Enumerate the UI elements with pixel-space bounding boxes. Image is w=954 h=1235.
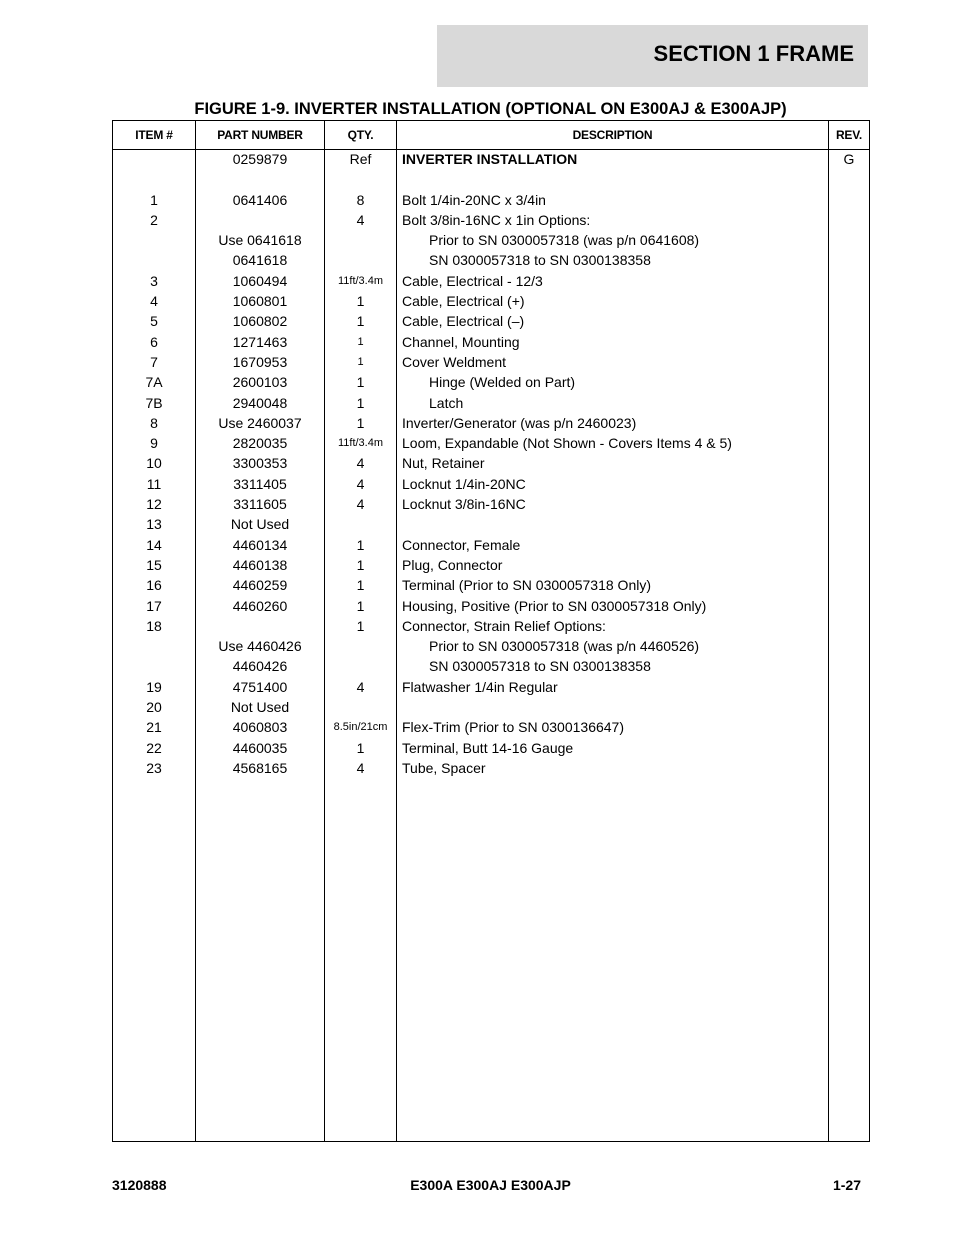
footer-doc-number: 3120888 xyxy=(112,1177,167,1193)
item-cell xyxy=(113,250,195,270)
rev-cell xyxy=(829,474,869,494)
description-cell: Locknut 1/4in-20NC xyxy=(402,475,526,492)
description-cell: Prior to SN 0300057318 (was p/n 4460526) xyxy=(429,638,700,655)
table-row xyxy=(113,149,869,169)
table-row xyxy=(113,494,869,514)
rev-cell xyxy=(829,535,869,555)
rev-cell xyxy=(829,738,869,758)
rev-cell xyxy=(829,372,869,392)
description-cell: SN 0300057318 to SN 0300138358 xyxy=(429,252,651,269)
part-number-cell: 2820035 xyxy=(232,435,288,452)
qty-cell: 1 xyxy=(356,577,365,594)
table-row xyxy=(113,332,869,352)
footer-models: E300A E300AJ E300AJP xyxy=(410,1177,571,1193)
item-cell: 5 xyxy=(150,313,158,330)
qty-cell: 8 xyxy=(356,191,365,208)
part-number-cell: 3300353 xyxy=(232,455,288,472)
section-title: SECTION 1 FRAME xyxy=(653,41,854,66)
table-row xyxy=(113,169,869,189)
part-number-cell: Use 4460426 xyxy=(218,638,302,655)
part-number-cell: 0641618 xyxy=(232,252,288,269)
item-cell: 11 xyxy=(146,475,162,492)
description-cell: Cable, Electrical (–) xyxy=(402,313,525,330)
item-cell: 6 xyxy=(150,333,158,350)
description-cell: Nut, Retainer xyxy=(402,455,485,472)
item-cell: 2 xyxy=(150,211,158,228)
qty-cell: 1 xyxy=(356,556,365,573)
rev-cell: G xyxy=(843,151,855,167)
qty-cell: 1 xyxy=(356,739,365,756)
item-cell: 12 xyxy=(146,496,162,513)
qty-cell xyxy=(325,169,396,189)
part-number-cell: 1670953 xyxy=(232,353,288,370)
part-number-cell: 1060802 xyxy=(232,313,288,330)
table-header-row xyxy=(113,121,869,150)
item-cell: 16 xyxy=(146,577,162,594)
part-number-cell: 4460259 xyxy=(232,577,288,594)
part-number-cell: 2940048 xyxy=(232,394,288,411)
description-cell: Cable, Electrical - 12/3 xyxy=(402,272,543,289)
item-cell: 22 xyxy=(146,739,162,756)
item-cell xyxy=(113,230,195,250)
item-cell xyxy=(113,636,195,656)
parts-table xyxy=(112,120,870,1142)
item-cell: 1 xyxy=(150,191,158,208)
qty-cell: 8.5in/21cm xyxy=(333,721,388,734)
table-row xyxy=(113,636,869,656)
rev-cell xyxy=(829,717,869,737)
part-number-cell: 4460134 xyxy=(232,536,288,553)
table-row xyxy=(113,717,869,737)
part-number-cell: 0641406 xyxy=(232,191,288,208)
qty-cell: 1 xyxy=(356,597,365,614)
item-cell: 10 xyxy=(146,455,162,472)
part-number-cell: 3311405 xyxy=(233,475,287,492)
item-cell: 17 xyxy=(146,597,162,614)
rev-cell xyxy=(829,453,869,473)
footer-page-number: 1-27 xyxy=(832,1177,861,1193)
qty-cell: 4 xyxy=(356,496,365,513)
description-cell: Plug, Connector xyxy=(402,556,503,573)
description-cell: Terminal, Butt 14-16 Gauge xyxy=(402,739,574,756)
description-cell: Inverter/Generator (was p/n 2460023) xyxy=(402,414,637,431)
qty-cell xyxy=(325,514,396,534)
qty-cell: 1 xyxy=(356,617,365,634)
description-cell: INVERTER INSTALLATION xyxy=(402,151,578,167)
part-number-cell: 1060494 xyxy=(232,272,288,289)
qty-cell xyxy=(325,636,396,656)
item-cell xyxy=(113,169,195,189)
rev-cell xyxy=(829,697,869,717)
table-row xyxy=(113,677,869,697)
part-number-cell: Not Used xyxy=(230,699,290,716)
table-row xyxy=(113,575,869,595)
section-header-box xyxy=(437,25,868,87)
part-number-cell xyxy=(196,616,324,636)
description-cell: Connector, Strain Relief Options: xyxy=(402,617,606,634)
table-row xyxy=(113,433,869,453)
table-row xyxy=(113,555,869,575)
qty-cell: 1 xyxy=(356,394,365,411)
description-cell: Bolt 1/4in-20NC x 3/4in xyxy=(402,191,546,208)
rev-cell xyxy=(829,393,869,413)
table-row xyxy=(113,271,869,291)
rev-cell xyxy=(829,271,869,291)
header-part-number: PART NUMBER xyxy=(217,128,303,142)
table-row xyxy=(113,616,869,636)
rev-cell xyxy=(829,210,869,230)
rev-cell xyxy=(829,596,869,616)
table-row xyxy=(113,596,869,616)
part-number-cell: 4460426 xyxy=(232,658,288,675)
table-row xyxy=(113,656,869,676)
description-cell: Terminal (Prior to SN 0300057318 Only) xyxy=(402,577,652,594)
item-cell: 13 xyxy=(146,516,162,533)
qty-cell: 1 xyxy=(356,293,365,310)
part-number-cell: Not Used xyxy=(230,516,290,533)
description-cell: Tube, Spacer xyxy=(402,759,486,776)
header-rev: REV. xyxy=(835,128,863,142)
table-row xyxy=(113,250,869,270)
part-number-cell xyxy=(196,169,324,189)
item-cell xyxy=(113,656,195,676)
table-row xyxy=(113,352,869,372)
table-body xyxy=(113,149,869,778)
table-row xyxy=(113,393,869,413)
qty-cell: 4 xyxy=(356,759,365,776)
description-cell: Cover Weldment xyxy=(402,353,507,370)
item-cell: 18 xyxy=(146,617,162,634)
description-cell: Connector, Female xyxy=(402,536,521,553)
part-number-cell xyxy=(196,210,324,230)
qty-cell xyxy=(325,250,396,270)
part-number-cell: 1060801 xyxy=(232,293,288,310)
rev-cell xyxy=(829,352,869,372)
table-row xyxy=(113,697,869,717)
rev-cell xyxy=(829,413,869,433)
rev-cell xyxy=(829,190,869,210)
table-row xyxy=(113,474,869,494)
part-number-cell: 4460035 xyxy=(232,739,288,756)
part-number-cell: Use 2460037 xyxy=(218,414,302,431)
rev-cell xyxy=(829,433,869,453)
item-cell: 23 xyxy=(146,759,162,776)
item-cell: 8 xyxy=(150,414,158,431)
qty-cell: 1 xyxy=(356,536,365,553)
description-cell: Loom, Expandable (Not Shown - Covers Items 4 & 5) xyxy=(402,435,732,452)
table-row xyxy=(113,758,869,778)
description-cell: Flex-Trim (Prior to SN 0300136647) xyxy=(402,719,625,736)
header-qty: QTY. xyxy=(347,128,374,142)
rev-cell xyxy=(829,758,869,778)
description-cell: Cable, Electrical (+) xyxy=(402,293,525,310)
qty-cell: 1 xyxy=(356,313,365,330)
part-number-cell: 4460260 xyxy=(232,597,288,614)
rev-cell xyxy=(829,250,869,270)
item-cell: 7B xyxy=(145,394,163,411)
figure-title: FIGURE 1-9. INVERTER INSTALLATION (OPTIONAL ON E300AJ & E300AJP) xyxy=(194,100,787,118)
rev-cell xyxy=(829,494,869,514)
rev-cell xyxy=(829,575,869,595)
part-number-cell: 0259879 xyxy=(232,151,288,167)
description-cell: Bolt 3/8in-16NC x 1in Options: xyxy=(402,211,591,228)
qty-cell: 1 xyxy=(357,335,364,348)
rev-cell xyxy=(829,291,869,311)
part-number-cell: 2600103 xyxy=(232,374,288,391)
item-cell: 4 xyxy=(150,293,158,310)
item-cell: 3 xyxy=(150,272,158,289)
rev-cell xyxy=(829,636,869,656)
qty-cell: 4 xyxy=(356,678,365,695)
description-cell: Locknut 3/8in-16NC xyxy=(402,496,526,513)
rev-cell xyxy=(829,514,869,534)
header-item: ITEM # xyxy=(135,128,173,142)
table-row xyxy=(113,453,869,473)
item-cell: 19 xyxy=(146,678,162,695)
rev-cell xyxy=(829,656,869,676)
part-number-cell: 4060803 xyxy=(232,719,288,736)
part-number-cell: 4751400 xyxy=(232,678,288,695)
table-row xyxy=(113,190,869,210)
item-cell: 9 xyxy=(150,435,158,452)
part-number-cell: 4568165 xyxy=(232,759,288,776)
description-cell: Hinge (Welded on Part) xyxy=(429,374,576,391)
item-cell: 14 xyxy=(146,536,162,553)
table-row xyxy=(113,291,869,311)
qty-cell: 4 xyxy=(356,475,365,492)
qty-cell xyxy=(325,697,396,717)
qty-cell xyxy=(325,230,396,250)
description-cell: SN 0300057318 to SN 0300138358 xyxy=(429,658,651,675)
qty-cell xyxy=(325,656,396,676)
qty-cell: 11ft/3.4m xyxy=(337,274,384,287)
rev-cell xyxy=(829,332,869,352)
table-row xyxy=(113,514,869,534)
rev-cell xyxy=(829,677,869,697)
item-cell xyxy=(113,149,195,169)
description-cell: Flatwasher 1/4in Regular xyxy=(402,678,558,695)
qty-cell: 1 xyxy=(356,414,365,431)
part-number-cell: 1271463 xyxy=(232,333,288,350)
table-row xyxy=(113,535,869,555)
item-cell: 7A xyxy=(145,374,163,391)
qty-cell: 1 xyxy=(357,355,364,368)
table-row xyxy=(113,210,869,230)
description-cell: Prior to SN 0300057318 (was p/n 0641608) xyxy=(429,232,700,249)
rev-cell xyxy=(829,169,869,189)
description-cell: Housing, Positive (Prior to SN 0300057318 Only) xyxy=(402,597,707,614)
table-row xyxy=(113,230,869,250)
qty-cell: 11ft/3.4m xyxy=(337,437,384,450)
table-row xyxy=(113,738,869,758)
table-row xyxy=(113,311,869,331)
table-row xyxy=(113,413,869,433)
header-description: DESCRIPTION xyxy=(572,128,653,142)
rev-cell xyxy=(829,616,869,636)
part-number-cell: 3311605 xyxy=(233,496,287,513)
description-cell: Channel, Mounting xyxy=(402,333,520,350)
qty-cell: 4 xyxy=(356,211,365,228)
item-cell: 20 xyxy=(146,699,162,716)
rev-cell xyxy=(829,311,869,331)
item-cell: 7 xyxy=(150,353,158,370)
qty-cell: Ref xyxy=(349,151,372,167)
rev-cell xyxy=(829,230,869,250)
item-cell: 21 xyxy=(146,719,162,736)
qty-cell: 1 xyxy=(356,374,365,391)
item-cell: 15 xyxy=(146,556,162,573)
description-cell: Latch xyxy=(429,394,464,411)
part-number-cell: Use 0641618 xyxy=(218,232,302,249)
qty-cell: 4 xyxy=(356,455,365,472)
table-row xyxy=(113,372,869,392)
part-number-cell: 4460138 xyxy=(232,556,288,573)
rev-cell xyxy=(829,555,869,575)
